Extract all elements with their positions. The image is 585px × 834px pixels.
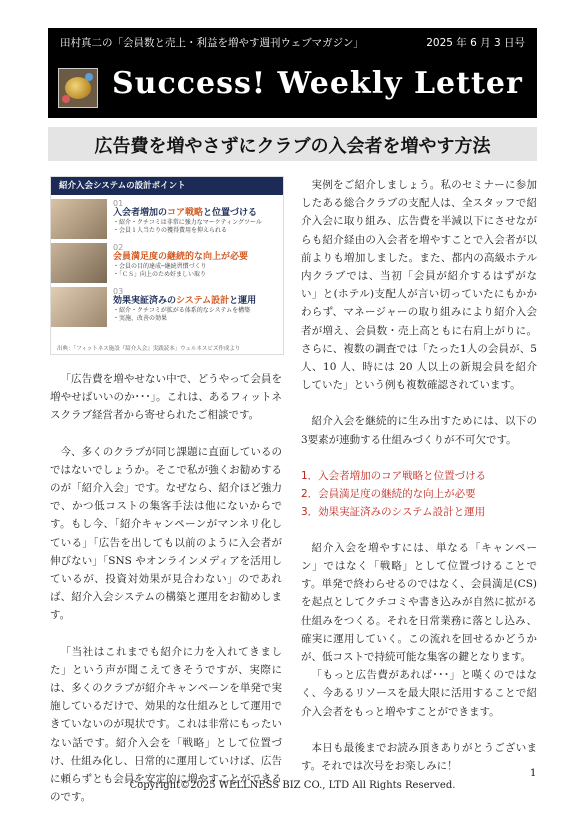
item-sub: ・紹介・クチコミは非常に強力なマーケティングツール: [113, 219, 262, 226]
infographic-source: 出典：「フィットネス施設『紹介入会』実践読本」ウェルネスビズ作成より: [57, 346, 241, 352]
item-number: 01: [113, 199, 124, 208]
item-sub: ・会員の目的達成─継続習慣づくり: [113, 263, 207, 270]
paragraph: 紹介入会を継続的に生み出すためには、以下の3要素が連動する仕組みづくりが不可欠です。: [301, 415, 537, 446]
infographic-item-1: [113, 199, 279, 235]
page-number: 1: [530, 768, 537, 779]
paragraph: 実例をご紹介しましょう。私のセミナーに参加したある総合クラブの支配人は、全スタッフで紹介入会に取り組み、広告費を半減以下にさせながらも紹介経由の入会者を増やすことで入会者が以前よりも増加しました。また、都内の高級ホテル内クラブでは、当初「会員が紹介するはずがない」と(ホテル)支配人が言い切っていたにもかかわらず、マネージャーの取り組みにより紹介入会者が増え、会員数・売上高ともに右肩上がりに。さらに、複数の調査では「たった1人の会員が、5人、10 人、時には 20 人以上の新規会員を紹介していた」という例も複数確認されています。: [301, 179, 537, 392]
item-sub: ・実施、改善の効果: [113, 315, 168, 322]
key-point: 1．入会者増加のコア戦略と位置づける: [301, 469, 487, 482]
publisher-line: 田村真二の「会員数と売上・利益を増やす週刊ウェブマガジン」: [60, 37, 364, 49]
key-point: 3．効果実証済みのシステム設計と運用: [301, 505, 486, 518]
paragraph: 「もっと広告費があれば･･･」と嘆くのではなく、今あるリソースを最大限に活用することで紹介入会者をもっと増やすことができます。: [301, 669, 537, 718]
issue-date: 2025 年 6 月 3 日号: [426, 37, 525, 49]
copyright-footer: Copyright©2025 WELLNESS BIZ CO., LTD All Rights Reserved.: [129, 780, 456, 791]
infographic-title: 紹介入会システムの設計ポイント: [51, 177, 283, 195]
headline: 広告費を増やさずにクラブの入会者を増やす方法: [94, 136, 491, 157]
paragraph: 「当社はこれまでも紹介に力を入れてきました」という声が聞こえてきそうですが、実際には、多くのクラブが紹介キャンペーンを単発で実施しているだけで、効果的な仕組みとして運用できていないのが現状です。これは非常にもったいない話です。紹介入会を「戦略」として位置づけ、仕組み化し、日常的に運用していけば、広告に頼らずとも会員を安定的に増やすことができるのです。: [50, 645, 282, 804]
item-sub: ・紹介・クチコミが拡がる体系的なシステムを構築: [113, 307, 251, 314]
masthead-topline: [60, 35, 525, 50]
photo-2: [51, 243, 107, 283]
photo-1: [51, 199, 107, 239]
item-number: 03: [113, 287, 124, 296]
key-point: 2．会員満足度の継続的な向上が必要: [301, 487, 476, 500]
closing: 本日も最後までお読み頂きありがとうございます。それでは次号をお楽しみに！: [301, 741, 537, 773]
infographic-item-3: [113, 287, 279, 323]
item-sub: ・「ＣＳ」向上のため好ましい取り: [113, 271, 207, 278]
right-column: [301, 176, 537, 775]
item-heading: 効果実証済みのシステム設計と運用: [113, 296, 257, 306]
infographic-item-2: [113, 243, 279, 279]
infographic: [50, 176, 284, 355]
item-sub: ・会員１人当たりの獲得費用を抑えられる: [113, 227, 228, 234]
item-heading: 入会者増加のコア戦略と位置づける: [113, 208, 258, 218]
paragraph: 「広告費を増やせない中で、どうやって会員を増やせばいいのか･･･」。これは、あるフィットネスクラブ経営者から寄せられたご相談です。: [50, 373, 282, 422]
key-points-list: [301, 467, 537, 521]
paragraph: 今、多くのクラブが同じ課題に直面しているのではないでしょうか。そこで私が強くお勧めするのが「紹介入会」です。なぜなら、紹介ほど強力で、かつ低コストの集客手法は他にないからです。もし今、「紹介キャンペーンがマンネリ化している」「広告を出しても以前のように入会者が伸びない」「SNS やオンラインメディアを活用しているが、投資対効果が見合わない」のであれば、紹介入会システムの構築と運用をお勧めします。: [50, 445, 282, 622]
brand-logo: [58, 68, 98, 108]
newsletter-title: Success! Weekly Letter: [112, 66, 523, 101]
item-number: 02: [113, 243, 124, 252]
item-heading: 会員満足度の継続的な向上が必要: [113, 252, 249, 262]
photo-3: [51, 287, 107, 327]
masthead: [48, 28, 537, 118]
paragraph: 紹介入会を増やすには、単なる「キャンペーン」ではなく「戦略」として位置づけることです。単発で終わらせるのではなく、会員満足(CS)を起点としてクチコミや書き込みが自然に拡がる仕組みをつくる。それを日常業務に落とし込み、確実に運用していく。この流れを回せるかどうかが、低コストで持続可能な集客の鍵となります。: [301, 541, 537, 664]
headline-bar: [48, 127, 537, 161]
left-column: [50, 370, 282, 806]
